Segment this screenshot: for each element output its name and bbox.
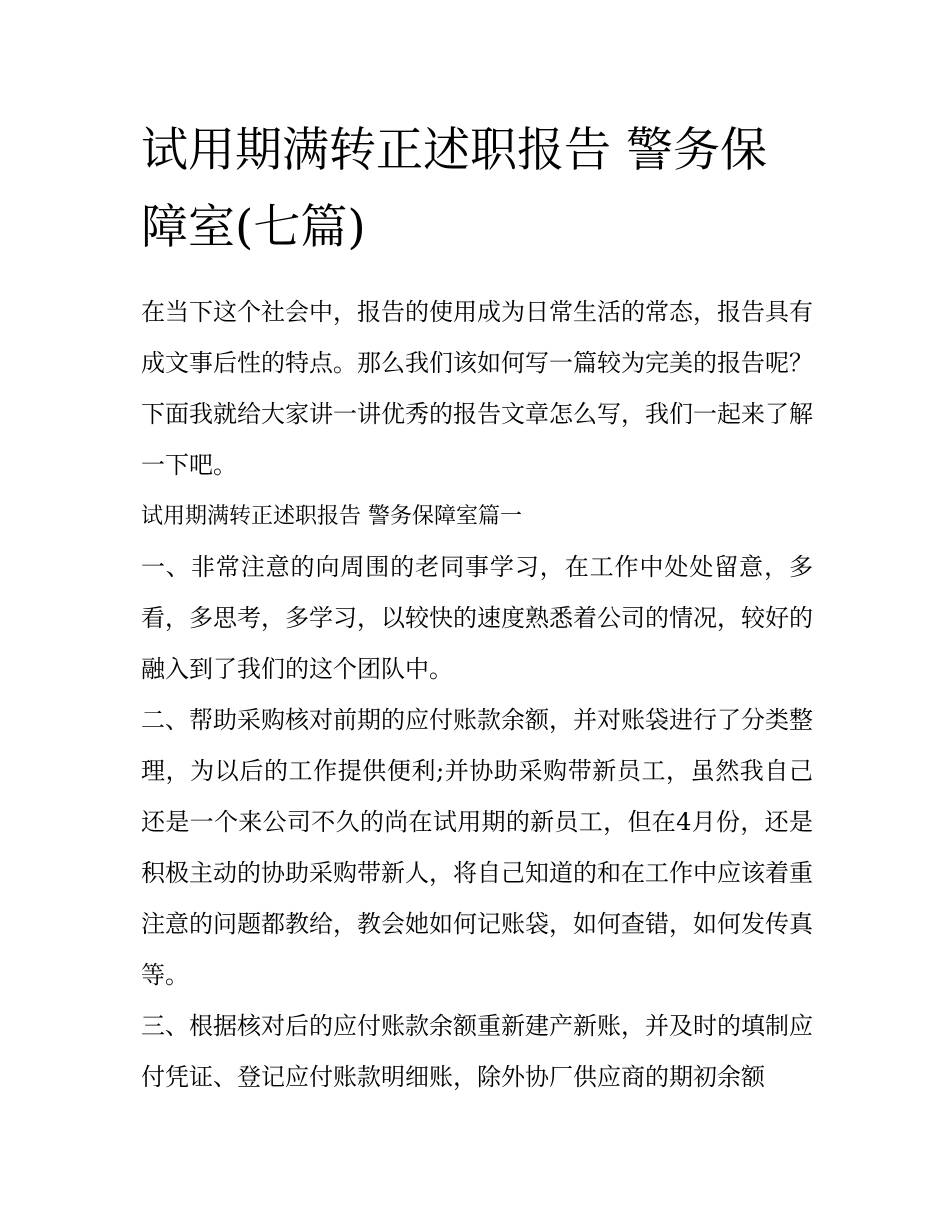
- document-title: 试用期满转正述职报告 警务保障室(七篇): [141, 123, 767, 255]
- document-body: [141, 112, 813, 1103]
- body-paragraph: 一、非常注意的向周围的老同事学习，在工作中处处留意，多看，多思考，多学习，以较快的速度熟悉着公司的情况，较好的融入到了我们的这个团队中。: [141, 553, 813, 683]
- intro-paragraph: 在当下这个社会中，报告的使用成为日常生活的常态，报告具有成文事后性的特点。那么我们该如何写一篇较为完美的报告呢？下面我就给大家讲一讲优秀的报告文章怎么写，我们一起来了解一下吧。: [141, 298, 813, 479]
- body-paragraph: 三、根据核对后的应付账款余额重新建产新账，并及时的填制应付凭证、登记应付账款明细账，除外协厂供应商的期初余额: [141, 1012, 813, 1091]
- section-heading: 试用期满转正述职报告 警务保障室篇一: [141, 504, 522, 529]
- body-paragraph: 二、帮助采购核对前期的应付账款余额，并对账袋进行了分类整理，为以后的工作提供便利;并协助采购带新员工，虽然我自己还是一个来公司不久的尚在试用期的新员工，但在4月份，还是积极主动的协助采购带新人，将自己知道的和在工作中应该着重注意的问题都教给，教会她如何记账袋，如何查错，如何发传真等。: [141, 706, 813, 989]
